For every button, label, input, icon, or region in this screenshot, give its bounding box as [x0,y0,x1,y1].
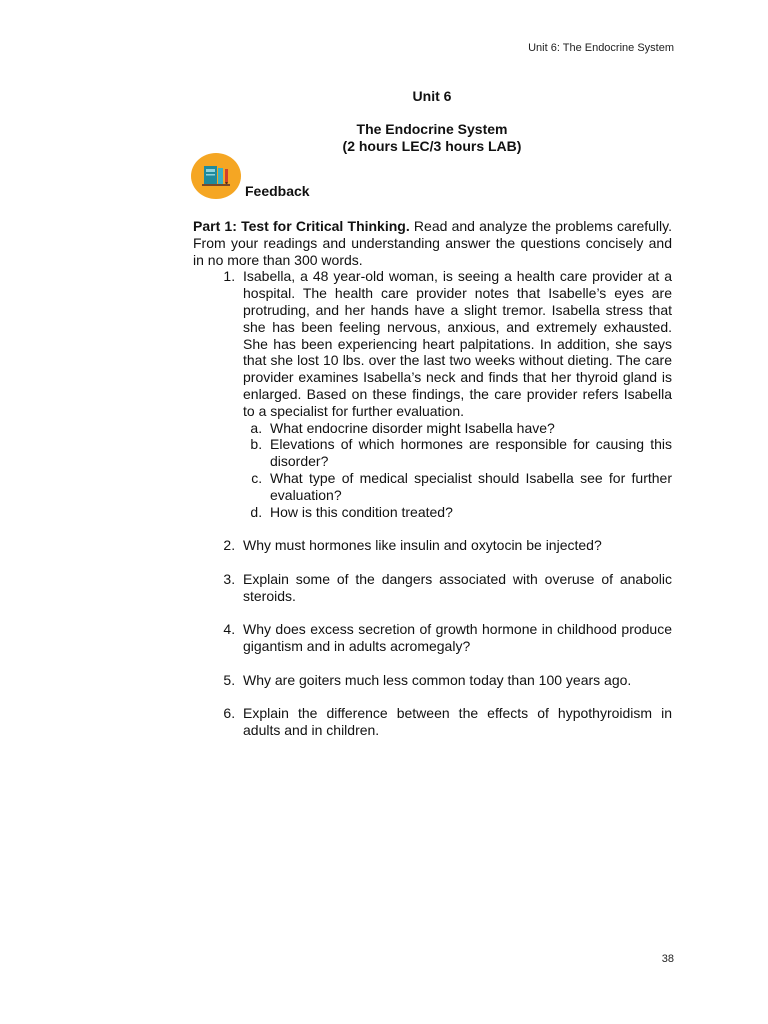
subquestion-list [243,420,672,521]
topic-hours: (2 hours LEC/3 hours LAB) [342,138,522,154]
question-item: 6. Explain the difference between the effects of hypothyroidism in adults and in children. [239,705,672,739]
question-text: Isabella, a 48 year-old woman, is seeing a health care provider at a hospital. The health care provider notes that Isabelle’s eyes are protruding, and her hands have a slight tremor. Isabella stress that she has been feeling nervous, anxious, and extremely exhausted. She has been experiencing heart palpitations. In addition, she says that she lost 10 lbs. over the last two weeks without dieting. The care provider examines Isabella’s neck and finds that her thyroid gland is enlarged. Based on these findings, the care provider refers Isabella to a specialist for further evaluation. [243,268,672,419]
part1-instructions: Read and analyze the problems carefully. From your readings and understanding answer the questions concisely and in no more than 300 words. [193,218,672,268]
feedback-label: Feedback [245,183,310,199]
topic-name: The Endocrine System [356,121,508,137]
running-header: Unit 6: The Endocrine System [528,42,674,54]
subquestion-item: c. What type of medical specialist should Isabella see for further evaluation? [266,470,672,504]
topic-title [0,121,768,155]
part1-heading: Part 1: Test for Critical Thinking. [193,218,410,234]
feedback-heading [191,153,310,199]
question-item [239,268,672,520]
part1-content [193,218,672,739]
question-item: 3. Explain some of the dangers associated with overuse of anabolic steroids. [239,571,672,605]
part1-intro [193,218,672,268]
question-item: 5. Why are goiters much less common today than 100 years ago. [239,672,672,689]
subquestion-item: d. How is this condition treated? [266,504,672,521]
subquestion-item: a. What endocrine disorder might Isabella have? [266,420,672,437]
page-number: 38 [661,953,674,965]
question-item: 4. Why does excess secretion of growth hormone in childhood produce gigantism and in adults acromegaly? [239,621,672,655]
subquestion-item: b. Elevations of which hormones are responsible for causing this disorder? [266,436,672,470]
question-list [193,268,672,738]
question-item: 2. Why must hormones like insulin and oxytocin be injected? [239,537,672,554]
books-pencil-icon [191,153,241,199]
unit-title: Unit 6 [412,88,452,104]
